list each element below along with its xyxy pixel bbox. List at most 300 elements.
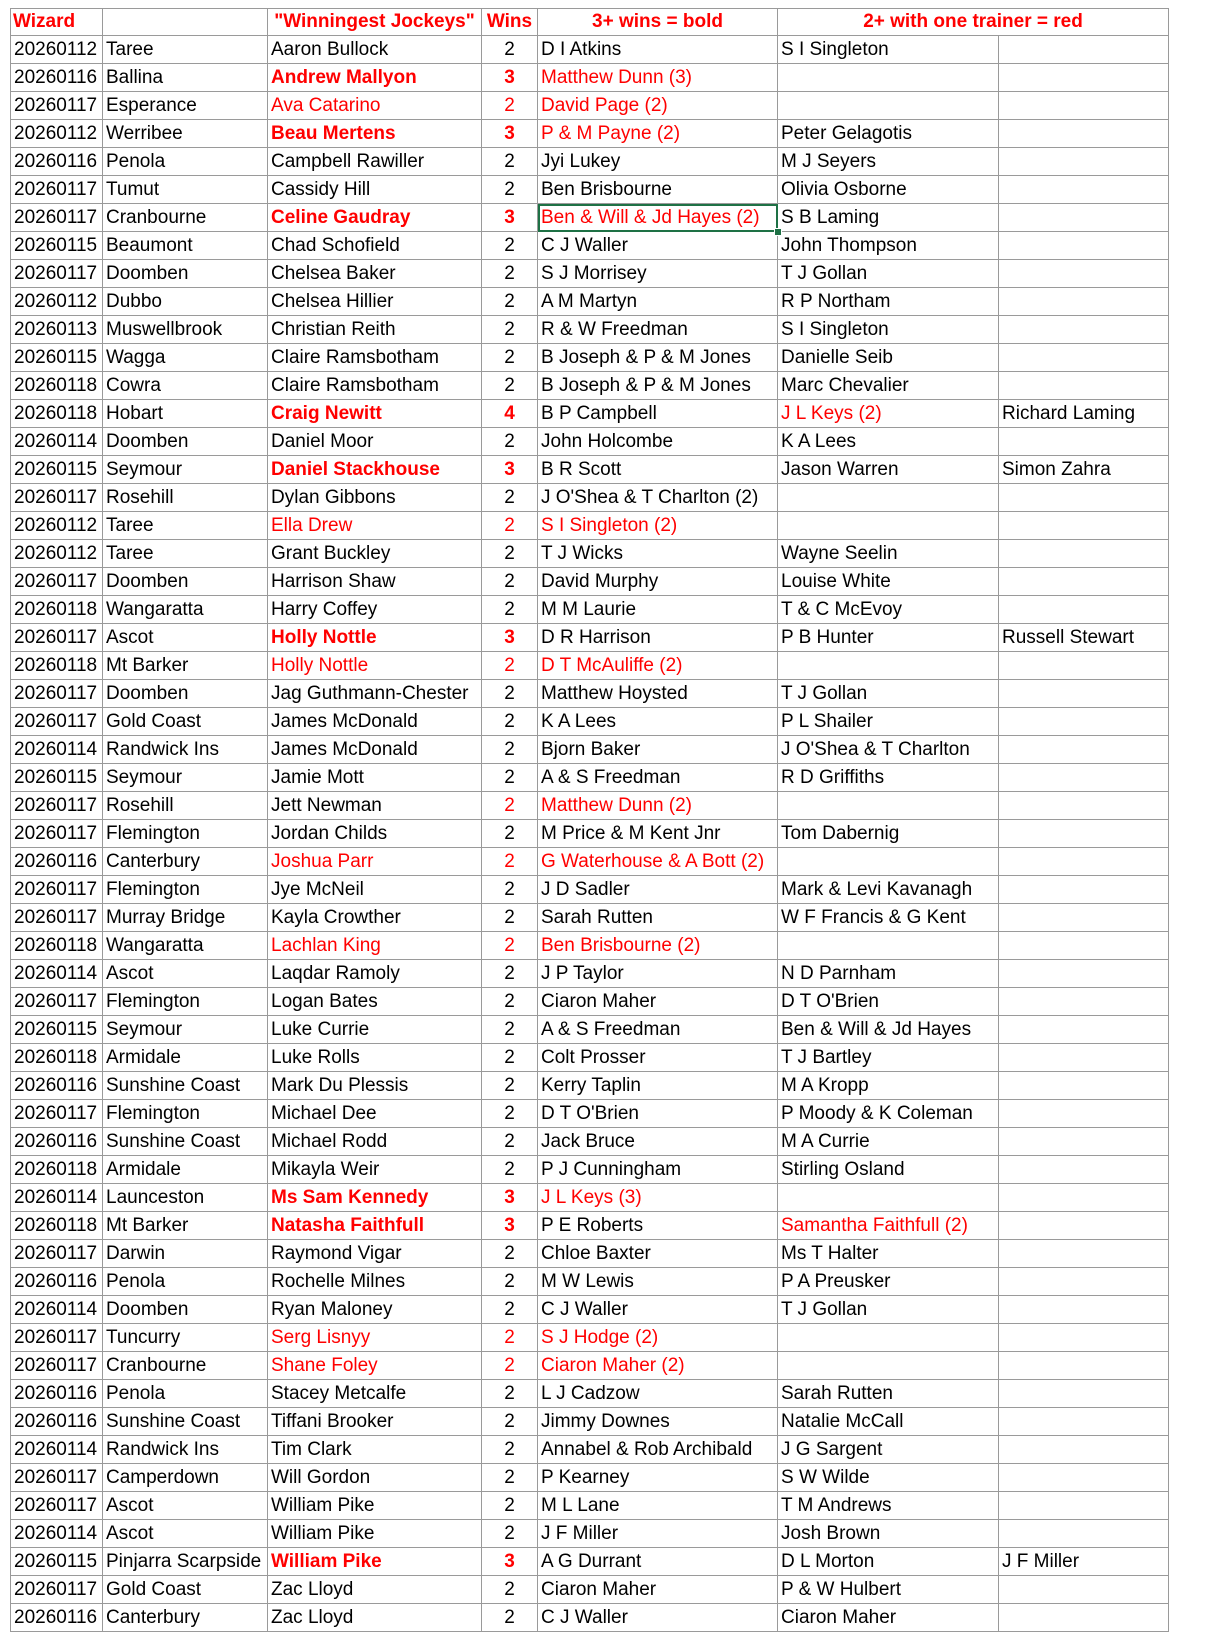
trainer-1-cell[interactable]: Ben Brisbourne (538, 176, 778, 204)
wins-cell[interactable]: 2 (482, 1464, 538, 1492)
trainer-3-cell[interactable] (999, 904, 1169, 932)
wins-cell[interactable]: 2 (482, 176, 538, 204)
header-bold-rule-cell[interactable]: 3+ wins = bold (538, 9, 778, 36)
trainer-3-cell[interactable] (999, 120, 1169, 148)
trainer-3-cell[interactable] (999, 1268, 1169, 1296)
date-cell[interactable]: 20260114 (11, 736, 103, 764)
trainer-1-cell[interactable]: B P Campbell (538, 400, 778, 428)
venue-cell[interactable]: Wangaratta (103, 596, 268, 624)
trainer-2-cell[interactable]: J O'Shea & T Charlton (778, 736, 999, 764)
date-cell[interactable]: 20260117 (11, 1576, 103, 1604)
wins-cell[interactable]: 2 (482, 1016, 538, 1044)
wins-cell[interactable]: 3 (482, 1548, 538, 1576)
trainer-2-cell[interactable] (778, 652, 999, 680)
trainer-2-cell[interactable]: Wayne Seelin (778, 540, 999, 568)
trainer-1-cell[interactable]: Ciaron Maher (538, 988, 778, 1016)
date-cell[interactable]: 20260118 (11, 932, 103, 960)
trainer-2-cell[interactable]: M A Kropp (778, 1072, 999, 1100)
trainer-1-cell[interactable]: C J Waller (538, 1604, 778, 1632)
wins-cell[interactable]: 2 (482, 736, 538, 764)
trainer-3-cell[interactable] (999, 176, 1169, 204)
venue-cell[interactable]: Flemington (103, 988, 268, 1016)
trainer-3-cell[interactable] (999, 540, 1169, 568)
trainer-2-cell[interactable]: Ciaron Maher (778, 1604, 999, 1632)
trainer-1-cell[interactable]: C J Waller (538, 232, 778, 260)
trainer-3-cell[interactable] (999, 876, 1169, 904)
trainer-3-cell[interactable] (999, 736, 1169, 764)
venue-cell[interactable]: Launceston (103, 1184, 268, 1212)
wins-cell[interactable]: 3 (482, 64, 538, 92)
venue-cell[interactable]: Doomben (103, 260, 268, 288)
wins-cell[interactable]: 2 (482, 568, 538, 596)
date-cell[interactable]: 20260118 (11, 1156, 103, 1184)
date-cell[interactable]: 20260117 (11, 680, 103, 708)
venue-cell[interactable]: Tumut (103, 176, 268, 204)
trainer-1-cell[interactable]: T J Wicks (538, 540, 778, 568)
trainer-3-cell[interactable] (999, 988, 1169, 1016)
trainer-3-cell[interactable] (999, 680, 1169, 708)
trainer-2-cell[interactable]: P B Hunter (778, 624, 999, 652)
venue-cell[interactable]: Canterbury (103, 1604, 268, 1632)
trainer-2-cell[interactable]: K A Lees (778, 428, 999, 456)
venue-cell[interactable]: Seymour (103, 1016, 268, 1044)
trainer-2-cell[interactable]: Jason Warren (778, 456, 999, 484)
jockey-cell[interactable]: Ryan Maloney (268, 1296, 482, 1324)
jockey-cell[interactable]: Zac Lloyd (268, 1576, 482, 1604)
trainer-1-cell[interactable]: D I Atkins (538, 36, 778, 64)
trainer-2-cell[interactable]: D L Morton (778, 1548, 999, 1576)
wins-cell[interactable]: 2 (482, 876, 538, 904)
venue-cell[interactable]: Murray Bridge (103, 904, 268, 932)
trainer-3-cell[interactable] (999, 708, 1169, 736)
trainer-3-cell[interactable] (999, 848, 1169, 876)
trainer-1-cell[interactable]: C J Waller (538, 1296, 778, 1324)
wins-cell[interactable]: 2 (482, 764, 538, 792)
jockey-cell[interactable]: Shane Foley (268, 1352, 482, 1380)
trainer-2-cell[interactable]: Stirling Osland (778, 1156, 999, 1184)
trainer-2-cell[interactable]: S B Laming (778, 204, 999, 232)
date-cell[interactable]: 20260116 (11, 848, 103, 876)
trainer-3-cell[interactable] (999, 1016, 1169, 1044)
date-cell[interactable]: 20260112 (11, 512, 103, 540)
date-cell[interactable]: 20260117 (11, 988, 103, 1016)
trainer-1-cell[interactable]: P & M Payne (2) (538, 120, 778, 148)
trainer-2-cell[interactable]: T J Bartley (778, 1044, 999, 1072)
trainer-2-cell[interactable]: S I Singleton (778, 36, 999, 64)
venue-cell[interactable]: Darwin (103, 1240, 268, 1268)
trainer-2-cell[interactable] (778, 1184, 999, 1212)
trainer-2-cell[interactable]: Sarah Rutten (778, 1380, 999, 1408)
wins-cell[interactable]: 2 (482, 1296, 538, 1324)
wins-cell[interactable]: 2 (482, 1436, 538, 1464)
trainer-1-cell[interactable]: S J Hodge (2) (538, 1324, 778, 1352)
wins-cell[interactable]: 2 (482, 1492, 538, 1520)
jockey-cell[interactable]: William Pike (268, 1548, 482, 1576)
date-cell[interactable]: 20260114 (11, 1296, 103, 1324)
date-cell[interactable]: 20260117 (11, 1464, 103, 1492)
trainer-2-cell[interactable]: John Thompson (778, 232, 999, 260)
trainer-3-cell[interactable] (999, 1464, 1169, 1492)
trainer-2-cell[interactable]: Mark & Levi Kavanagh (778, 876, 999, 904)
jockey-cell[interactable]: Dylan Gibbons (268, 484, 482, 512)
date-cell[interactable]: 20260117 (11, 1240, 103, 1268)
header-jockeys-cell[interactable]: "Winningest Jockeys" (268, 9, 482, 36)
wins-cell[interactable]: 2 (482, 1520, 538, 1548)
trainer-3-cell[interactable] (999, 1408, 1169, 1436)
date-cell[interactable]: 20260117 (11, 568, 103, 596)
jockey-cell[interactable]: William Pike (268, 1492, 482, 1520)
trainer-2-cell[interactable]: J L Keys (2) (778, 400, 999, 428)
trainer-3-cell[interactable] (999, 764, 1169, 792)
date-cell[interactable]: 20260116 (11, 1408, 103, 1436)
trainer-1-cell[interactable]: Kerry Taplin (538, 1072, 778, 1100)
trainer-1-cell[interactable]: M Price & M Kent Jnr (538, 820, 778, 848)
venue-cell[interactable]: Muswellbrook (103, 316, 268, 344)
venue-cell[interactable]: Beaumont (103, 232, 268, 260)
wins-cell[interactable]: 2 (482, 372, 538, 400)
trainer-1-cell[interactable]: P E Roberts (538, 1212, 778, 1240)
trainer-3-cell[interactable] (999, 820, 1169, 848)
trainer-1-cell[interactable]: Ben Brisbourne (2) (538, 932, 778, 960)
venue-cell[interactable]: Esperance (103, 92, 268, 120)
date-cell[interactable]: 20260117 (11, 1100, 103, 1128)
trainer-2-cell[interactable]: P A Preusker (778, 1268, 999, 1296)
jockey-cell[interactable]: Chelsea Hillier (268, 288, 482, 316)
jockey-cell[interactable]: James McDonald (268, 708, 482, 736)
jockey-cell[interactable]: Mark Du Plessis (268, 1072, 482, 1100)
wins-cell[interactable]: 2 (482, 1072, 538, 1100)
trainer-1-cell[interactable]: A M Martyn (538, 288, 778, 316)
venue-cell[interactable]: Taree (103, 512, 268, 540)
wins-cell[interactable]: 2 (482, 1408, 538, 1436)
trainer-1-cell[interactable]: S J Morrisey (538, 260, 778, 288)
trainer-2-cell[interactable]: M J Seyers (778, 148, 999, 176)
wins-cell[interactable]: 2 (482, 92, 538, 120)
trainer-3-cell[interactable] (999, 1324, 1169, 1352)
venue-cell[interactable]: Seymour (103, 456, 268, 484)
venue-cell[interactable]: Werribee (103, 120, 268, 148)
trainer-1-cell[interactable]: M W Lewis (538, 1268, 778, 1296)
wins-cell[interactable]: 2 (482, 932, 538, 960)
wins-cell[interactable]: 2 (482, 652, 538, 680)
trainer-1-cell[interactable]: K A Lees (538, 708, 778, 736)
trainer-3-cell[interactable] (999, 1520, 1169, 1548)
date-cell[interactable]: 20260116 (11, 64, 103, 92)
trainer-3-cell[interactable] (999, 232, 1169, 260)
wins-cell[interactable]: 2 (482, 148, 538, 176)
date-cell[interactable]: 20260117 (11, 1324, 103, 1352)
trainer-2-cell[interactable]: Ms T Halter (778, 1240, 999, 1268)
trainer-3-cell[interactable]: Russell Stewart (999, 624, 1169, 652)
trainer-3-cell[interactable] (999, 1156, 1169, 1184)
venue-cell[interactable]: Doomben (103, 1296, 268, 1324)
jockey-cell[interactable]: Rochelle Milnes (268, 1268, 482, 1296)
trainer-3-cell[interactable] (999, 1128, 1169, 1156)
jockey-cell[interactable]: Jag Guthmann-Chester (268, 680, 482, 708)
date-cell[interactable]: 20260117 (11, 484, 103, 512)
header-venue-cell[interactable] (103, 9, 268, 36)
jockey-cell[interactable]: Michael Rodd (268, 1128, 482, 1156)
date-cell[interactable]: 20260117 (11, 904, 103, 932)
trainer-3-cell[interactable] (999, 36, 1169, 64)
date-cell[interactable]: 20260117 (11, 708, 103, 736)
trainer-3-cell[interactable] (999, 1184, 1169, 1212)
venue-cell[interactable]: Tuncurry (103, 1324, 268, 1352)
trainer-3-cell[interactable] (999, 484, 1169, 512)
trainer-3-cell[interactable] (999, 1576, 1169, 1604)
trainer-2-cell[interactable]: P L Shailer (778, 708, 999, 736)
jockey-cell[interactable]: Jamie Mott (268, 764, 482, 792)
trainer-2-cell[interactable]: Marc Chevalier (778, 372, 999, 400)
trainer-1-cell[interactable]: J P Taylor (538, 960, 778, 988)
trainer-2-cell[interactable]: R P Northam (778, 288, 999, 316)
wins-cell[interactable]: 2 (482, 484, 538, 512)
wins-cell[interactable]: 2 (482, 848, 538, 876)
trainer-3-cell[interactable] (999, 344, 1169, 372)
trainer-2-cell[interactable]: T & C McEvoy (778, 596, 999, 624)
trainer-3-cell[interactable] (999, 1072, 1169, 1100)
trainer-3-cell[interactable] (999, 92, 1169, 120)
jockey-cell[interactable]: Aaron Bullock (268, 36, 482, 64)
wins-cell[interactable]: 2 (482, 1156, 538, 1184)
trainer-3-cell[interactable] (999, 1240, 1169, 1268)
date-cell[interactable]: 20260115 (11, 456, 103, 484)
date-cell[interactable]: 20260117 (11, 204, 103, 232)
date-cell[interactable]: 20260116 (11, 1268, 103, 1296)
date-cell[interactable]: 20260116 (11, 1604, 103, 1632)
trainer-2-cell[interactable] (778, 512, 999, 540)
venue-cell[interactable]: Wagga (103, 344, 268, 372)
wins-cell[interactable]: 2 (482, 820, 538, 848)
trainer-1-cell[interactable]: J F Miller (538, 1520, 778, 1548)
venue-cell[interactable]: Flemington (103, 876, 268, 904)
jockey-cell[interactable]: Jordan Childs (268, 820, 482, 848)
venue-cell[interactable]: Hobart (103, 400, 268, 428)
wins-cell[interactable]: 2 (482, 1324, 538, 1352)
trainer-2-cell[interactable]: Olivia Osborne (778, 176, 999, 204)
jockey-cell[interactable]: Serg Lisnyy (268, 1324, 482, 1352)
venue-cell[interactable]: Cranbourne (103, 204, 268, 232)
date-cell[interactable]: 20260114 (11, 1436, 103, 1464)
trainer-1-cell[interactable]: Jyi Lukey (538, 148, 778, 176)
trainer-3-cell[interactable] (999, 792, 1169, 820)
wins-cell[interactable]: 2 (482, 1100, 538, 1128)
jockey-cell[interactable]: Ella Drew (268, 512, 482, 540)
wins-cell[interactable]: 2 (482, 512, 538, 540)
jockey-cell[interactable]: Chad Schofield (268, 232, 482, 260)
trainer-1-cell[interactable]: J L Keys (3) (538, 1184, 778, 1212)
trainer-1-cell[interactable]: A & S Freedman (538, 1016, 778, 1044)
date-cell[interactable]: 20260117 (11, 792, 103, 820)
trainer-1-cell[interactable]: Chloe Baxter (538, 1240, 778, 1268)
trainer-3-cell[interactable] (999, 512, 1169, 540)
trainer-1-cell[interactable]: B Joseph & P & M Jones (538, 372, 778, 400)
trainer-1-cell[interactable]: G Waterhouse & A Bott (2) (538, 848, 778, 876)
trainer-2-cell[interactable]: T M Andrews (778, 1492, 999, 1520)
date-cell[interactable]: 20260112 (11, 120, 103, 148)
wins-cell[interactable]: 3 (482, 1212, 538, 1240)
venue-cell[interactable]: Ascot (103, 1520, 268, 1548)
trainer-2-cell[interactable]: Peter Gelagotis (778, 120, 999, 148)
jockey-cell[interactable]: Luke Currie (268, 1016, 482, 1044)
wins-cell[interactable]: 3 (482, 456, 538, 484)
trainer-1-cell[interactable]: P Kearney (538, 1464, 778, 1492)
date-cell[interactable]: 20260117 (11, 176, 103, 204)
trainer-2-cell[interactable]: S W Wilde (778, 1464, 999, 1492)
date-cell[interactable]: 20260114 (11, 960, 103, 988)
date-cell[interactable]: 20260112 (11, 288, 103, 316)
wins-cell[interactable]: 2 (482, 680, 538, 708)
jockey-cell[interactable]: Jye McNeil (268, 876, 482, 904)
jockey-cell[interactable]: Campbell Rawiller (268, 148, 482, 176)
trainer-3-cell[interactable] (999, 568, 1169, 596)
wins-cell[interactable]: 2 (482, 1128, 538, 1156)
trainer-1-cell[interactable]: John Holcombe (538, 428, 778, 456)
trainer-2-cell[interactable]: Louise White (778, 568, 999, 596)
venue-cell[interactable]: Rosehill (103, 484, 268, 512)
date-cell[interactable]: 20260117 (11, 1352, 103, 1380)
trainer-2-cell[interactable]: Josh Brown (778, 1520, 999, 1548)
trainer-1-cell[interactable]: Matthew Dunn (3) (538, 64, 778, 92)
jockey-cell[interactable]: Tiffani Brooker (268, 1408, 482, 1436)
trainer-3-cell[interactable]: J F Miller (999, 1548, 1169, 1576)
trainer-3-cell[interactable] (999, 288, 1169, 316)
jockey-cell[interactable]: Kayla Crowther (268, 904, 482, 932)
date-cell[interactable]: 20260117 (11, 876, 103, 904)
trainer-2-cell[interactable]: T J Gollan (778, 680, 999, 708)
trainer-1-cell[interactable]: Jack Bruce (538, 1128, 778, 1156)
jockey-cell[interactable]: Joshua Parr (268, 848, 482, 876)
trainer-1-cell[interactable]: J D Sadler (538, 876, 778, 904)
trainer-2-cell[interactable]: N D Parnham (778, 960, 999, 988)
venue-cell[interactable]: Taree (103, 540, 268, 568)
trainer-3-cell[interactable] (999, 1212, 1169, 1240)
jockey-cell[interactable]: Mikayla Weir (268, 1156, 482, 1184)
date-cell[interactable]: 20260115 (11, 1016, 103, 1044)
jockey-cell[interactable]: Ava Catarino (268, 92, 482, 120)
jockey-cell[interactable]: Jett Newman (268, 792, 482, 820)
wins-cell[interactable]: 3 (482, 624, 538, 652)
venue-cell[interactable]: Gold Coast (103, 1576, 268, 1604)
jockey-cell[interactable]: Stacey Metcalfe (268, 1380, 482, 1408)
trainer-3-cell[interactable] (999, 1100, 1169, 1128)
trainer-1-cell[interactable]: Ben & Will & Jd Hayes (2) (538, 204, 778, 232)
trainer-1-cell[interactable]: B Joseph & P & M Jones (538, 344, 778, 372)
wins-cell[interactable]: 2 (482, 344, 538, 372)
trainer-3-cell[interactable]: Simon Zahra (999, 456, 1169, 484)
trainer-1-cell[interactable]: R & W Freedman (538, 316, 778, 344)
venue-cell[interactable]: Ballina (103, 64, 268, 92)
trainer-3-cell[interactable] (999, 652, 1169, 680)
wins-cell[interactable]: 2 (482, 1604, 538, 1632)
trainer-1-cell[interactable]: D R Harrison (538, 624, 778, 652)
wins-cell[interactable]: 2 (482, 36, 538, 64)
trainer-3-cell[interactable] (999, 260, 1169, 288)
date-cell[interactable]: 20260118 (11, 652, 103, 680)
date-cell[interactable]: 20260115 (11, 764, 103, 792)
jockey-cell[interactable]: Logan Bates (268, 988, 482, 1016)
wins-cell[interactable]: 2 (482, 988, 538, 1016)
trainer-1-cell[interactable]: Colt Prosser (538, 1044, 778, 1072)
trainer-2-cell[interactable] (778, 64, 999, 92)
venue-cell[interactable]: Ascot (103, 1492, 268, 1520)
trainer-1-cell[interactable]: A & S Freedman (538, 764, 778, 792)
jockey-cell[interactable]: James McDonald (268, 736, 482, 764)
venue-cell[interactable]: Mt Barker (103, 652, 268, 680)
jockey-cell[interactable]: Natasha Faithfull (268, 1212, 482, 1240)
trainer-3-cell[interactable] (999, 316, 1169, 344)
jockey-cell[interactable]: Raymond Vigar (268, 1240, 482, 1268)
header-wins-cell[interactable]: Wins (482, 9, 538, 36)
venue-cell[interactable]: Dubbo (103, 288, 268, 316)
date-cell[interactable]: 20260114 (11, 1520, 103, 1548)
date-cell[interactable]: 20260117 (11, 260, 103, 288)
venue-cell[interactable]: Rosehill (103, 792, 268, 820)
date-cell[interactable]: 20260117 (11, 1492, 103, 1520)
wins-cell[interactable]: 2 (482, 1380, 538, 1408)
trainer-2-cell[interactable]: Tom Dabernig (778, 820, 999, 848)
venue-cell[interactable]: Doomben (103, 428, 268, 456)
trainer-1-cell[interactable]: Sarah Rutten (538, 904, 778, 932)
date-cell[interactable]: 20260118 (11, 400, 103, 428)
date-cell[interactable]: 20260116 (11, 1072, 103, 1100)
wins-cell[interactable]: 2 (482, 1268, 538, 1296)
venue-cell[interactable]: Doomben (103, 680, 268, 708)
trainer-1-cell[interactable]: M M Laurie (538, 596, 778, 624)
header-red-rule-cell[interactable]: 2+ with one trainer = red (778, 9, 1169, 36)
venue-cell[interactable]: Flemington (103, 820, 268, 848)
jockey-cell[interactable]: Claire Ramsbotham (268, 372, 482, 400)
trainer-3-cell[interactable] (999, 932, 1169, 960)
trainer-2-cell[interactable] (778, 1324, 999, 1352)
trainer-3-cell[interactable] (999, 64, 1169, 92)
jockey-cell[interactable]: Zac Lloyd (268, 1604, 482, 1632)
jockey-cell[interactable]: Claire Ramsbotham (268, 344, 482, 372)
date-cell[interactable]: 20260114 (11, 428, 103, 456)
trainer-1-cell[interactable]: Jimmy Downes (538, 1408, 778, 1436)
venue-cell[interactable]: Canterbury (103, 848, 268, 876)
trainer-1-cell[interactable]: David Page (2) (538, 92, 778, 120)
trainer-1-cell[interactable]: S I Singleton (2) (538, 512, 778, 540)
jockey-cell[interactable]: Celine Gaudray (268, 204, 482, 232)
trainer-1-cell[interactable]: M L Lane (538, 1492, 778, 1520)
wins-cell[interactable]: 3 (482, 204, 538, 232)
trainer-1-cell[interactable]: D T McAuliffe (2) (538, 652, 778, 680)
date-cell[interactable]: 20260114 (11, 1184, 103, 1212)
date-cell[interactable]: 20260118 (11, 372, 103, 400)
jockey-cell[interactable]: Luke Rolls (268, 1044, 482, 1072)
header-wizard-cell[interactable]: Wizard (11, 9, 103, 36)
wins-cell[interactable]: 4 (482, 400, 538, 428)
venue-cell[interactable]: Wangaratta (103, 932, 268, 960)
trainer-1-cell[interactable]: Matthew Hoysted (538, 680, 778, 708)
date-cell[interactable]: 20260118 (11, 596, 103, 624)
venue-cell[interactable]: Mt Barker (103, 1212, 268, 1240)
trainer-3-cell[interactable] (999, 1296, 1169, 1324)
trainer-3-cell[interactable] (999, 1604, 1169, 1632)
trainer-1-cell[interactable]: David Murphy (538, 568, 778, 596)
trainer-2-cell[interactable]: J G Sargent (778, 1436, 999, 1464)
venue-cell[interactable]: Randwick Ins (103, 736, 268, 764)
fill-handle[interactable] (774, 228, 782, 236)
venue-cell[interactable]: Camperdown (103, 1464, 268, 1492)
trainer-2-cell[interactable]: D T O'Brien (778, 988, 999, 1016)
wins-cell[interactable]: 2 (482, 708, 538, 736)
venue-cell[interactable]: Penola (103, 1380, 268, 1408)
date-cell[interactable]: 20260116 (11, 1128, 103, 1156)
trainer-2-cell[interactable]: Natalie McCall (778, 1408, 999, 1436)
trainer-2-cell[interactable] (778, 92, 999, 120)
